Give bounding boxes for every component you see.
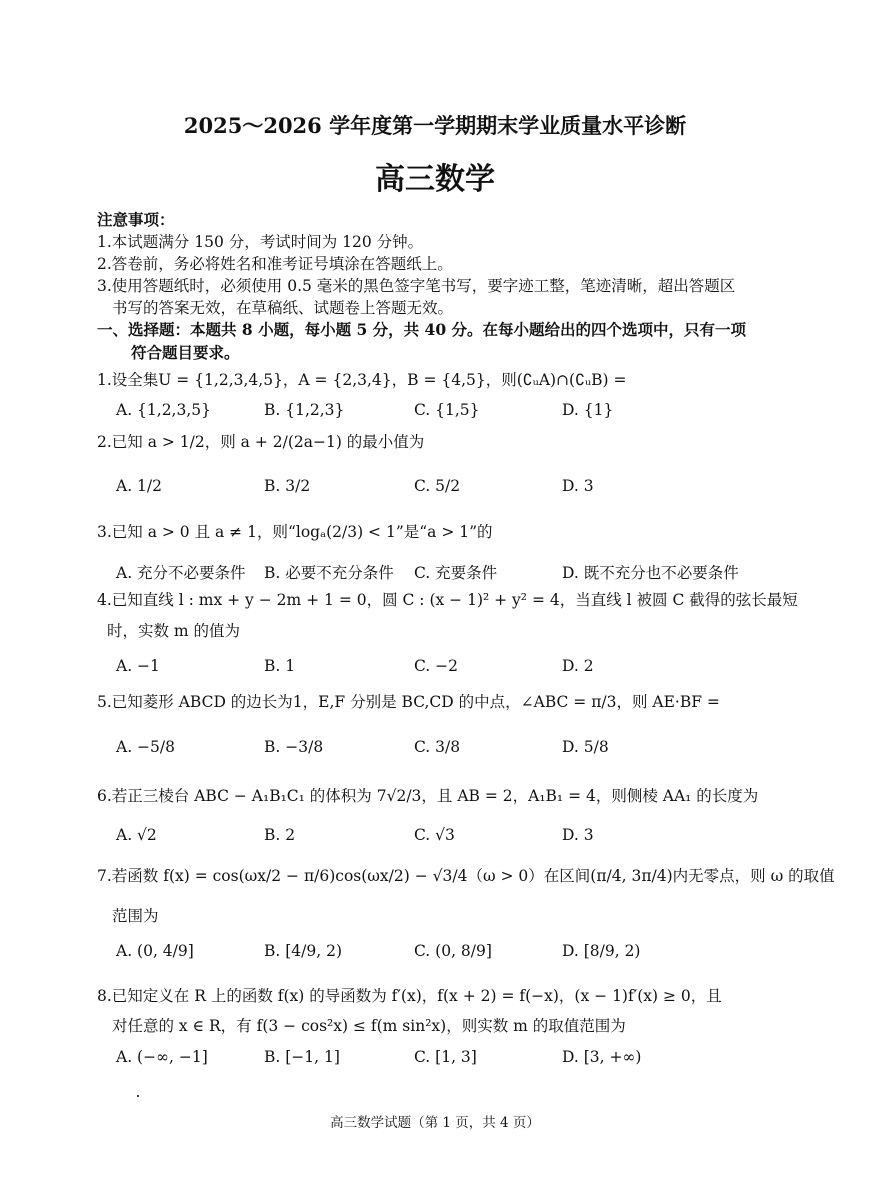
question-stem: 7.若函数 f(x) = cos(ωx/2 − π/6)cos(ωx/2) − √3/4（ω > 0）在区间(π/4, 3π/4)内无零点，则 ω 的取值: [97, 867, 835, 885]
speck: [137, 1095, 139, 1097]
option: C. −2: [414, 657, 459, 675]
option: B. 必要不充分条件: [264, 564, 394, 582]
option: A. −5/8: [116, 738, 175, 756]
page-footer: 高三数学试题（第 1 页，共 4 页）: [330, 1115, 540, 1131]
option: D. [8/9, 2): [562, 942, 641, 960]
notice-item: 3.使用答题纸时，必须使用 0.5 毫米的黑色签字笔书写，要字迹工整，笔迹清晰，超出答题区: [97, 277, 736, 295]
option: B. 3/2: [264, 477, 311, 495]
section-heading: 符合题目要求。: [131, 343, 240, 362]
notice-item: 1.本试题满分 150 分，考试时间为 120 分钟。: [97, 233, 424, 251]
option: D. [3, +∞): [562, 1048, 642, 1066]
question-stem: 3.已知 a > 0 且 a ≠ 1，则“logₐ(2/3) < 1”是“a > 1”的: [97, 523, 493, 541]
option: B. [−1, 1]: [264, 1048, 340, 1066]
option: A. {1,2,3,5}: [116, 401, 211, 419]
question-stem: 2.已知 a > 1/2，则 a + 2/(2a−1) 的最小值为: [97, 433, 425, 451]
notice-heading: 注意事项：: [97, 210, 175, 229]
option: C. [1, 3]: [414, 1048, 477, 1066]
question-stem: 对任意的 x ∈ R，有 f(3 − cos²x) ≤ f(m sin²x)，则实数 m 的取值范围为: [112, 1017, 626, 1035]
question-stem: 1.设全集U = {1,2,3,4,5}，A = {2,3,4}，B = {4,5}，则(∁ᵤA)∩(∁ᵤB) =: [97, 371, 627, 389]
question-stem: 8.已知定义在 R 上的函数 f(x) 的导函数为 f′(x)，f(x + 2) = f(−x)，(x − 1)f′(x) ≥ 0，且: [97, 987, 722, 1005]
question-stem: 4.已知直线 l : mx + y − 2m + 1 = 0，圆 C : (x − 1)² + y² = 4，当直线 l 被圆 C 截得的弦长最短: [97, 591, 798, 609]
option: A. 1/2: [116, 477, 162, 495]
question-stem: 时，实数 m 的值为: [107, 622, 241, 640]
option: B. [4/9, 2): [264, 942, 342, 960]
option: C. (0, 8/9]: [414, 942, 492, 960]
option: D. 3: [562, 826, 594, 844]
option: A. −1: [116, 657, 160, 675]
question-stem: 5.已知菱形 ABCD 的边长为1，E,F 分别是 BC,CD 的中点，∠ABC = π/3，则 AE·BF =: [97, 693, 720, 711]
option: D. 既不充分也不必要条件: [562, 564, 739, 582]
option: C. 3/8: [414, 738, 461, 756]
notice-item: 2.答卷前，务必将姓名和准考证号填涂在答题纸上。: [97, 255, 453, 273]
option: D. 3: [562, 477, 594, 495]
question-stem: 6.若正三棱台 ABC − A₁B₁C₁ 的体积为 7√2/3，且 AB = 2，A₁B₁ = 4，则侧棱 AA₁ 的长度为: [97, 787, 759, 805]
option: A. (0, 4/9]: [116, 942, 194, 960]
option: B. −3/8: [264, 738, 324, 756]
option: C. {1,5}: [414, 401, 480, 419]
option: A. 充分不必要条件: [116, 564, 246, 582]
subject-title: 高三数学: [375, 162, 495, 197]
exam-title: 2025～2026 学年度第一学期期末学业质量水平诊断: [183, 113, 687, 138]
option: B. 2: [264, 826, 296, 844]
option: D. 5/8: [562, 738, 609, 756]
option: B. 1: [264, 657, 296, 675]
option: B. {1,2,3}: [264, 401, 345, 419]
option: A. √2: [116, 826, 157, 844]
option: A. (−∞, −1]: [116, 1048, 208, 1066]
notice-item: 书写的答案无效，在草稿纸、试题卷上答题无效。: [112, 299, 454, 317]
question-stem: 范围为: [112, 907, 159, 925]
option: C. 充要条件: [414, 564, 498, 582]
option: C. 5/2: [414, 477, 461, 495]
section-heading: 一、选择题：本题共 8 小题，每小题 5 分，共 40 分。在每小题给出的四个选项中，只有一项: [97, 320, 747, 339]
option: C. √3: [414, 826, 455, 844]
option: D. 2: [562, 657, 594, 675]
option: D. {1}: [562, 401, 614, 419]
